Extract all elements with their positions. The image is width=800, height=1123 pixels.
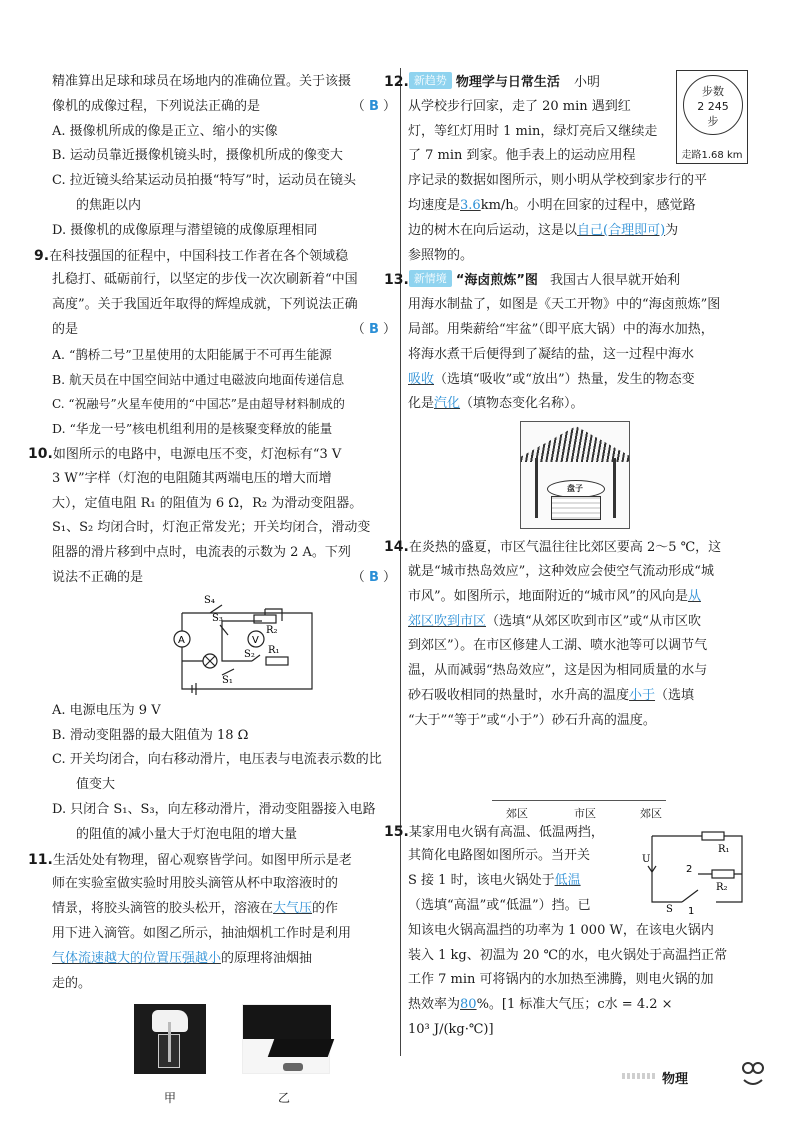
q14-text-line: 市风”。如图所示，地面附近的“城市风”的风向是从 (408, 588, 701, 604)
q9-option: D. “华龙一号”核电机组利用的是核聚变释放的能量 (52, 421, 333, 437)
footer-dots (622, 1073, 656, 1079)
q10-option: C. 开关均闭合，向右移动滑片，电压表与电流表示数的比 (52, 752, 382, 768)
q14-blank-1a: 从 (687, 588, 701, 604)
q13-number: 13. (384, 272, 409, 289)
q13-text-line: 用海水制盐了，如图是《天工开物》中的“海卤煎炼”图 (408, 297, 721, 313)
q11-text-line: 气体流速越大的位置压强越小的原理将油烟抽 (52, 950, 313, 966)
q15-resistor-r1 (702, 832, 724, 840)
q14-number: 14. (384, 539, 409, 556)
q15-u-label: U (642, 854, 651, 865)
r2-label: R₂ (266, 624, 278, 636)
q8-option: 的焦距以内 (76, 197, 142, 213)
left-column (28, 70, 396, 1106)
q12-number: 12. (384, 74, 409, 90)
s2-label: S₂ (244, 648, 255, 660)
q10-text-line: 10.如图所示的电路中，电源电压不变，灯泡标有“3 V (28, 445, 342, 462)
q12-text-line: 序记录的数据如图所示，则小明从学校到家步行的平 (408, 173, 708, 189)
rheostat-r2 (254, 615, 276, 623)
q15-text-line: 知该电火锅高温挡的功率为 1 000 W，在该电火锅内 (408, 922, 714, 938)
q12-text-line: 灯，等红灯用时 1 min，绿灯亮后又继续走 (408, 123, 658, 139)
q13-title: “海卤煎炼”图 (455, 273, 538, 289)
salt-boiling-picture (520, 421, 630, 529)
q9-number: 9. (34, 247, 50, 264)
q13-text-line: 将海水煮干后便得到了凝结的盐，这一过程中海水 (408, 346, 695, 362)
q11-blank-2: 气体流速越大的位置压强越小 (52, 950, 222, 966)
q13-text-line: 13. 新情境 “海卤煎炼”图 我国古人很早就开始利 (384, 272, 681, 289)
q12-text-line: 边的树木在向后运动，这是以自己(合理即可)为 (408, 222, 679, 238)
q14-text-line: 就是“城市热岛效应”，这种效应会使空气流动形成“城 (408, 563, 714, 579)
q10-option: D. 只闭合 S₁、S₃，向左移动滑片，滑动变阻器接入电路 (52, 801, 376, 817)
s4-label: S₄ (204, 594, 215, 606)
switch-s4-blade (210, 605, 222, 613)
q10-text-line: 大），定值电阻 R₁ 的阻值为 6 Ω，R₂ 为滑动变阻器。 (52, 495, 363, 511)
q13-text-line: 局部。用柴薪给“牢盆”（即平底大锅）中的海水加热， (408, 321, 714, 337)
q13-blank-2: 汽化 (434, 396, 461, 412)
q11-text-line: 11.生活处处有物理，留心观察皆学问。如图甲所示是老 (28, 851, 352, 868)
q8-text-line: 精准算出足球和球员在场地内的准确位置。关于该摄 (52, 74, 352, 89)
circuit-svg (162, 591, 322, 699)
q10-text-line: S₁、S₂ 均闭合时，灯泡正常发光；开关均闭合，滑动变 (52, 520, 371, 536)
q15-s-label: S (666, 904, 673, 915)
q13-illustration (408, 417, 750, 535)
q13-blank-1: 吸收 (408, 371, 435, 387)
q9-text-line: 扎稳打、砥砺前行，以坚定的步伐一次次刷新着“中国 (52, 272, 358, 288)
q9-option: C. “祝融号”火星车使用的“中国芯”是由超导材料制成的 (52, 397, 345, 412)
q9-text-line: 的是 （ B ） (52, 318, 396, 343)
q10-text-line: 说法不正确的是 （ B ） (52, 566, 396, 591)
q15-text-line: 工作 7 min 可将锅内的水加热至沸腾，则电火锅的加 (408, 972, 714, 988)
q10-text-line: 阻器的滑片移到中点时，电流表的示数为 2 A。下列 (52, 545, 351, 561)
q9-option: B. 航天员在中国空间站中通过电磁波向地面传递信息 (52, 371, 345, 387)
ground-line (492, 800, 666, 801)
plate-label: 盘子 (567, 483, 583, 494)
q15-text-line: （选填“高温”或“低温”）挡。已 (408, 897, 591, 913)
q9-text-line: 9.在科技强国的征程中，中国科技工作者在各个领域稳 (34, 247, 349, 264)
q10-option: 的阻值的减小量大于灯泡电阻的增大量 (76, 826, 298, 842)
watch-steps-label: 步数 (702, 85, 724, 98)
column-divider (400, 68, 401, 1056)
q14-text-line: 郊区吹到市区（选填“从郊区吹到市区”或“从市区吹 (408, 613, 701, 629)
watch-distance: 走路1.68 km (681, 150, 743, 161)
q8-option: B. 运动员靠近摄像机镜头时，摄像机所成的像变大 (52, 148, 343, 164)
q11-text-line: 走的。 (52, 975, 92, 991)
ammeter-label: A (178, 634, 185, 646)
figure-jia-label: 甲 (164, 1091, 177, 1106)
fig-label-city: 市区 (574, 806, 596, 820)
q12-tag: 新趋势 (409, 72, 452, 89)
q11-text-line: 用下进入滴管。如图乙所示，抽油烟机工作时是利用 (52, 925, 352, 941)
resistor-r1 (266, 657, 288, 665)
q15-number: 15. (384, 823, 409, 840)
q9-text-line: 高度”。关于我国近年取得的辉煌成就，下列说法正确 (52, 297, 358, 313)
q14-text-line: 温，从而减弱“热岛效应”，这是因为相同质量的水与 (408, 663, 708, 679)
q12-title: 物理学与日常生活 (455, 75, 560, 90)
q15-resistor-r2 (712, 870, 734, 878)
q15-r2-label: R₂ (716, 882, 728, 893)
figure-yi-label: 乙 (278, 1091, 291, 1106)
q10-circuit-diagram (52, 591, 396, 699)
q15-pos2-label: 2 (686, 864, 693, 875)
q14-text-line: 到郊区”）。在市区修建人工湖、喷水池等可以调节气 (408, 638, 708, 654)
q10-option: A. 电源电压为 9 V (52, 702, 161, 718)
q15-text-line: S 接 1 时，该电火锅处于低温 (408, 873, 581, 889)
q13-tag: 新情境 (409, 270, 452, 287)
q15-text-line: 15.某家用电火锅有高温、低温两挡， (384, 823, 604, 840)
q11-text-line: 师在实验室做实验时用胶头滴管从杯中取溶液时的 (52, 876, 339, 892)
voltmeter-label: V (252, 634, 259, 646)
watch-steps-unit: 步 (707, 115, 719, 128)
fig-label-suburb-right: 郊区 (640, 806, 662, 820)
q13-text-line: 吸收（选填“吸收”或“放出”）热量，发生的物态变 (408, 371, 695, 387)
q11-text-line: 情景，将胶头滴管的胶头松开，溶液在大气压的作 (52, 901, 339, 917)
q15-circuit-diagram (642, 828, 752, 916)
q10-option: 值变大 (76, 777, 116, 793)
step-counter-watch (676, 70, 748, 164)
q8-option: A. 摄像机所成的像是正立、缩小的实像 (52, 123, 278, 139)
q11-blank-1: 大气压 (273, 901, 313, 917)
q9-answer: （ B ） (351, 321, 396, 337)
q14-text-line: “大于”“等于”或“小于”）砂石升高的温度。 (408, 712, 656, 728)
q15-text-line: 其简化电路图如图所示。当开关 (408, 848, 591, 864)
q14-figure (408, 734, 750, 820)
q10-text-line: 3 W”字样（灯泡的电阻随其两端电压的增大而增 (52, 470, 332, 486)
q12-text-line: 参照物的。 (408, 247, 474, 263)
fig-label-suburb-left: 郊区 (506, 806, 528, 820)
q15-text-line: 10³ J/(kg·℃)] (408, 1021, 494, 1037)
q14-blank-1b: 郊区吹到市区 (408, 613, 487, 629)
q8-option: D. 摄像机的成像原理与潜望镜的成像原理相同 (52, 222, 318, 238)
s3-label: S₃ (212, 612, 223, 624)
q8-option: C. 拉近镜头给某运动员拍摄“特写”时，运动员在镜头 (52, 173, 357, 189)
q12-blank-1: 3.6 (460, 197, 481, 213)
q15-switch-blade (682, 890, 698, 902)
q14-text-line: 砂石吸收相同的热量时，水升高的温度小于（选填 (408, 687, 695, 703)
footer-subject: 物理 (662, 1072, 689, 1087)
figure-yi-photo (242, 1004, 330, 1074)
q13-text-line: 化是汽化（填物态变化名称）。 (408, 396, 584, 412)
watch-steps-value: 2 245 (697, 100, 729, 113)
q14-blank-2: 小于 (629, 687, 656, 703)
r1-label: R₁ (268, 644, 280, 656)
q12-blank-2: 自己(合理即可) (577, 222, 666, 238)
footer-logo-icon (738, 1058, 768, 1092)
watch-face (683, 75, 743, 135)
q12-text-line: 均速度是3.6km/h。小明在回家的过程中，感觉路 (408, 197, 696, 213)
figure-jia-photo (134, 1004, 206, 1074)
q11-figures (52, 996, 396, 1106)
q15-text-line: 热效率为80%。[1 标准大气压；c水 = 4.2 × (408, 997, 673, 1013)
q15-blank-2: 80 (460, 997, 477, 1013)
q15-wire-left (652, 836, 682, 902)
q10-number: 10. (28, 445, 53, 462)
q12-text-line: 了 7 min 到家。他手表上的运动应用程 (408, 148, 636, 164)
q11-number: 11. (28, 851, 53, 868)
q12-text-line: 从学校步行回家，走了 20 min 遇到红 (408, 98, 631, 114)
q15-text-line: 装入 1 kg、初温为 20 ℃的水，电火锅处于高温挡正常 (408, 947, 728, 963)
q15-blank-1: 低温 (554, 873, 581, 889)
q15-r1-label: R₁ (718, 844, 730, 855)
q8-text-line: 像机的成像过程，下列说法正确的是 （ B ） (52, 95, 396, 120)
s1-label: S₁ (222, 674, 233, 686)
q14-text-line: 14.在炎热的盛夏，市区气温往往比郊区要高 2～5 ℃，这 (384, 539, 722, 556)
q15-pos1-label: 1 (688, 906, 695, 916)
q9-option: A. “鹊桥二号”卫星使用的太阳能属于不可再生能源 (52, 346, 332, 362)
q12-text-line: 12. 新趋势 物理学与日常生活 小明 (384, 74, 600, 90)
q10-option: B. 滑动变阻器的最大阻值为 18 Ω (52, 727, 249, 743)
switch-s3-blade (220, 625, 228, 635)
q10-answer: （ B ） (351, 569, 396, 585)
q8-answer: （ B ） (351, 98, 396, 114)
